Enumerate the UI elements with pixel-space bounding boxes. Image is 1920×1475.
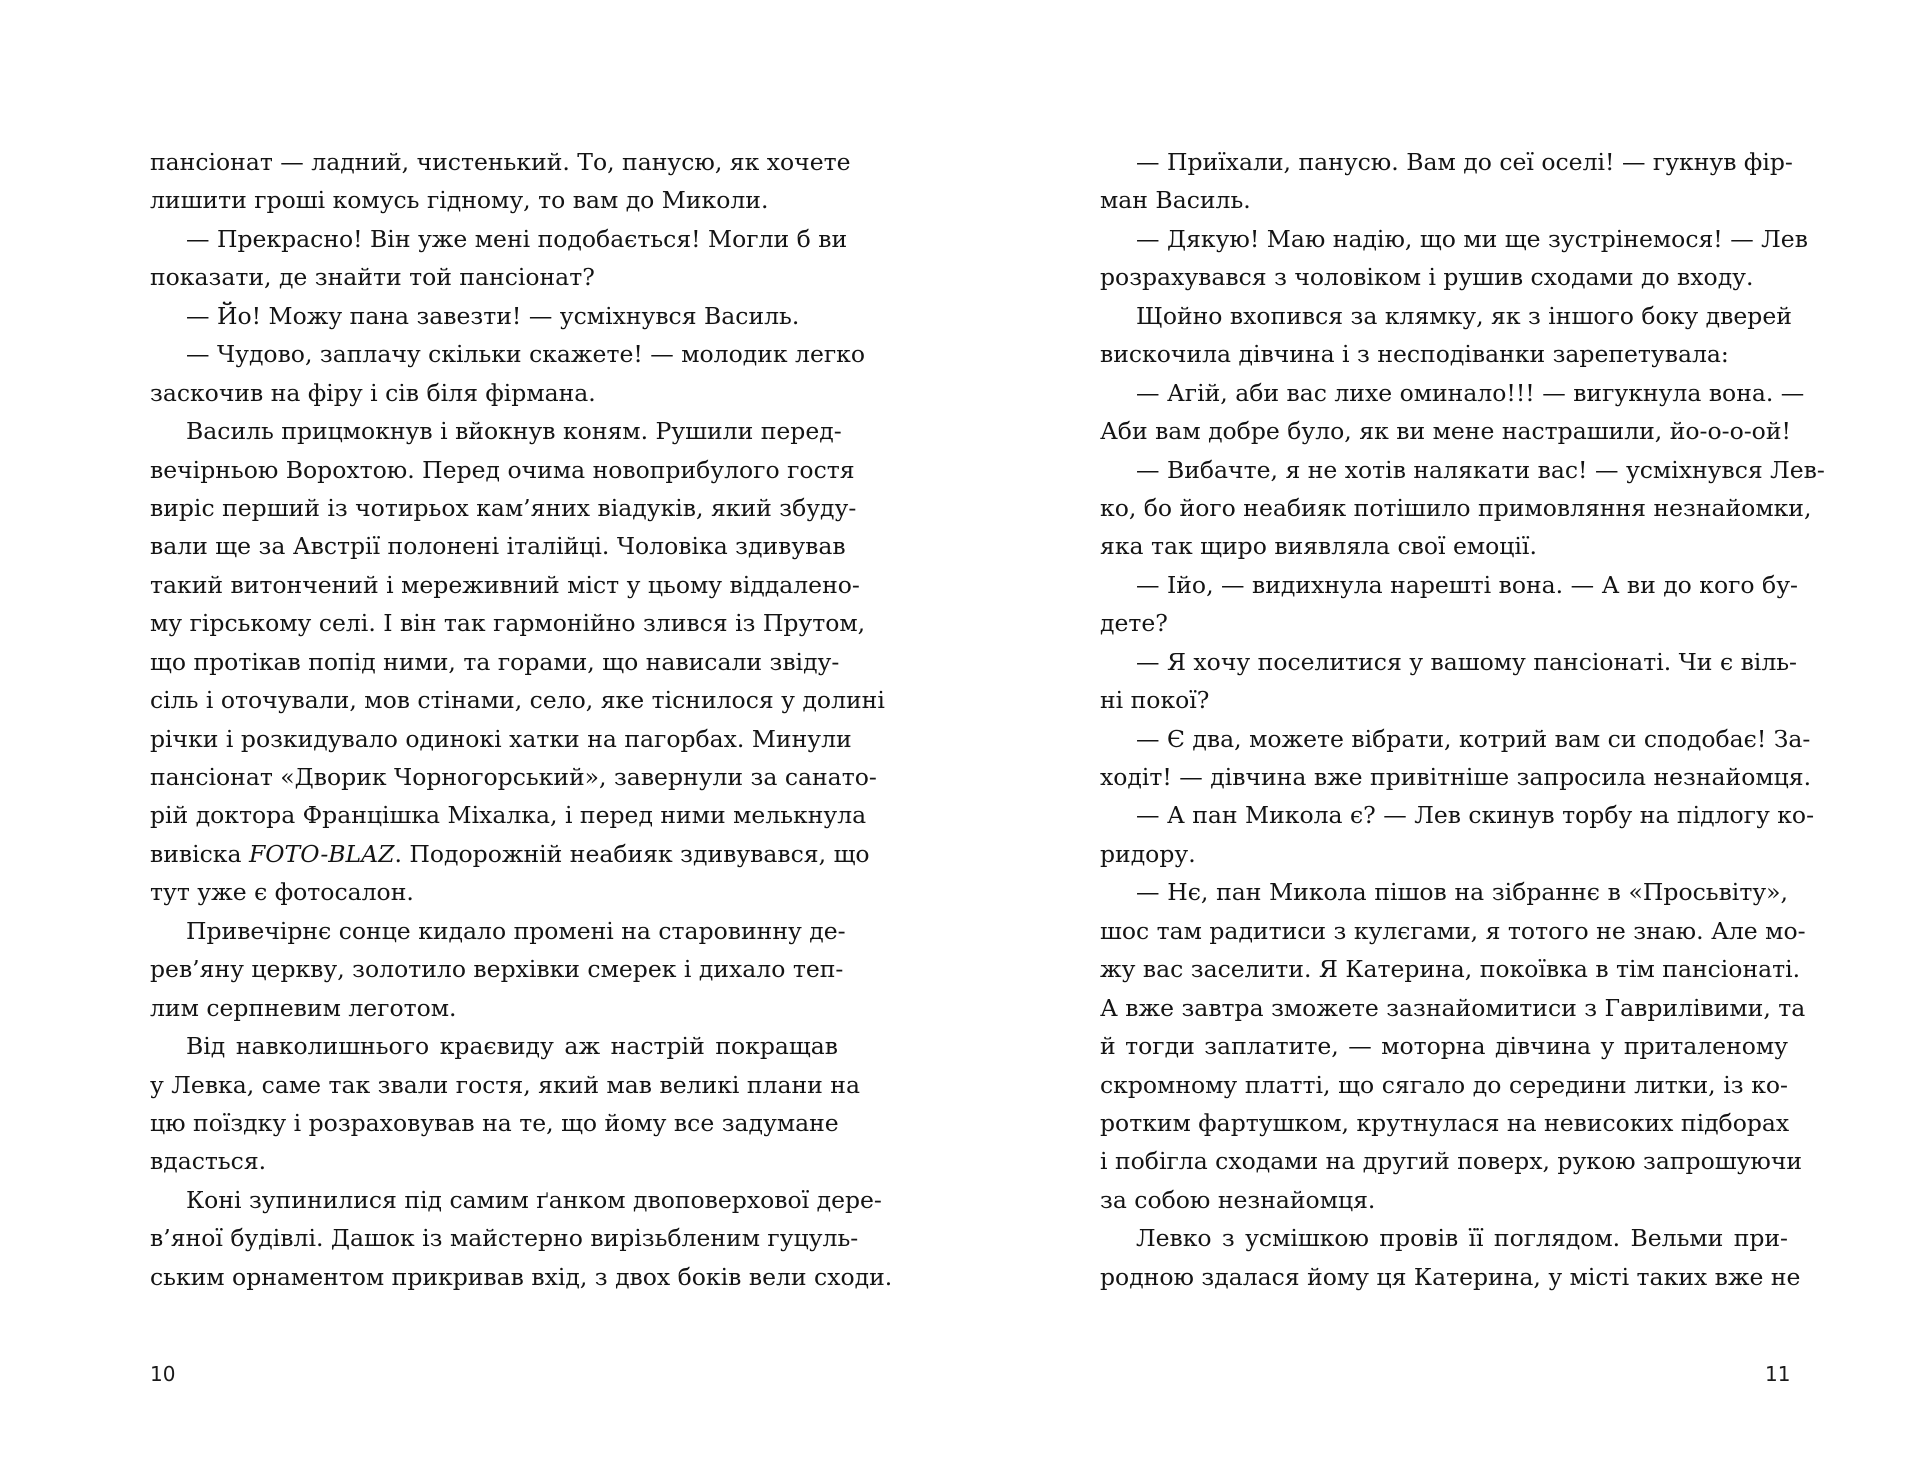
left-page-text xyxy=(150,143,893,1296)
text-line: — А пан Микола є? — Лев скинув торбу на підлогу ко- xyxy=(1136,801,1815,830)
text-line: вдасться. xyxy=(150,1147,267,1176)
text-line: — Йо! Можу пана завезти! — усміхнувся Василь. xyxy=(186,301,800,330)
text-line: пансіонат — ладний, чистенький. То, панусю, як хочете xyxy=(150,148,851,176)
text-line: вали ще за Австрії полонені італійці. Чоловіка здивував xyxy=(150,532,846,561)
text-line: — Чудово, заплачу скільки скажете! — молодик легко xyxy=(186,340,866,369)
text-line: — Прекрасно! Він уже мені подобається! Могли б ви xyxy=(186,224,848,253)
text-line: му гірському селі. І він так гармонійно злився із Прутом, xyxy=(150,609,866,638)
text-line: показати, де знайти той пансіонат? xyxy=(150,263,595,292)
text-line: рій доктора Францішка Міхалка, і перед ними мелькнула xyxy=(150,801,867,830)
text-line: ротким фартушком, крутнулася на невисоких підборах xyxy=(1100,1108,1790,1137)
text-line: шос там радитиси з кулєгами, я тотого не знаю. Але мо- xyxy=(1100,916,1806,945)
text-line: річки і розкидувало одинокі хатки на пагорбах. Минули xyxy=(150,724,852,753)
text-line: заскочив на фіру і сів біля фірмана. xyxy=(150,378,596,407)
text-line: вискочила дівчина і з несподіванки зарепетувала: xyxy=(1100,340,1729,369)
text-line: — Ійо, — видихнула нарешті вона. — А ви до кого бу- xyxy=(1136,570,1798,599)
right-page-number: 11 xyxy=(1765,1362,1791,1386)
text-line: — Є два, можете вібрати, котрий вам си сподобає! За- xyxy=(1136,724,1811,753)
text-line: родною здалася йому ця Катерина, у місті таких вже не xyxy=(1100,1262,1801,1291)
text-line: такий витончений і мереживний міст у цьому віддалено- xyxy=(150,570,860,599)
text-line: Левко з усмішкою провів її поглядом. Вельми при- xyxy=(1136,1224,1788,1253)
text-line: пансіонат «Дворик Чорногорський», завернули за санато- xyxy=(150,763,877,791)
text-line: рев’яну церкву, золотило верхівки смерек і дихало теп- xyxy=(150,955,844,984)
text-line: за собою незнайомця. xyxy=(1100,1185,1376,1214)
text-line: виріс перший із чотирьох кам’яних віадуків, який збуду- xyxy=(150,493,857,522)
text-line: Щойно вхопився за клямку, як з іншого боку дверей xyxy=(1136,301,1792,330)
text-line: — Приїхали, панусю. Вам до сеї оселі! — гукнув фір- xyxy=(1136,148,1793,176)
text-line: й тогди заплатите, — моторна дівчина у приталеному xyxy=(1100,1032,1788,1061)
text-line: Коні зупинилися під самим ґанком двоповерхової дере- xyxy=(186,1185,882,1214)
text-line: Василь прицмокнув і вйокнув коням. Рушили перед- xyxy=(186,417,842,446)
text-line: — Нє, пан Микола пішов на зібраннє в «Просьвіту», xyxy=(1136,878,1788,907)
text-line: у Левка, саме так звали гостя, який мав великі плани на xyxy=(150,1070,860,1099)
text-line: в’яної будівлі. Дашок із майстерно вирізьбленим гуцуль- xyxy=(150,1224,859,1253)
text-line: Аби вам добре було, як ви мене настрашили, йо-о-о-ой! xyxy=(1100,417,1791,446)
text-line: — Вибачте, я не хотів налякати вас! — усміхнувся Лев- xyxy=(1136,455,1825,484)
text-line: лим серпневим леготом. xyxy=(150,993,457,1022)
text-line: лишити гроші комусь гідному, то вам до Миколи. xyxy=(150,186,769,215)
text-line: вечірньою Ворохтою. Перед очима новоприбулого гостя xyxy=(150,455,855,484)
text-line: ським орнаментом прикривав вхід, з двох боків вели сходи. xyxy=(150,1262,893,1291)
sign-name: FOTO-BLAZ xyxy=(248,839,395,868)
text-line: і побігла сходами на другий поверх, рукою запрошуючи xyxy=(1100,1147,1803,1176)
text-line: Від навколишнього краєвиду аж настрій покращав xyxy=(186,1032,838,1061)
text-line: цю поїздку і розраховував на те, що йому все задумане xyxy=(150,1108,839,1137)
text-line: яка так щиро виявляла свої емоції. xyxy=(1100,532,1537,561)
text-line: дете? xyxy=(1100,609,1168,638)
text-line: ні покої? xyxy=(1100,686,1210,715)
text-line: — Дякую! Маю надію, що ми ще зустрінемося! — Лев xyxy=(1136,224,1808,253)
text-line: сіль і оточували, мов стінами, село, яке тіснилося у долині xyxy=(150,686,885,715)
right-page-text xyxy=(1100,143,1825,1296)
left-page-number: 10 xyxy=(150,1362,176,1386)
text-line: скромному платті, що сягало до середини литки, із ко- xyxy=(1100,1070,1788,1099)
text-line: ман Василь. xyxy=(1100,186,1251,215)
text-line: — Агій, аби вас лихе оминало!!! — вигукнула вона. — xyxy=(1136,378,1805,407)
text-line: ходіт! — дівчина вже привітніше запросила незнайомця. xyxy=(1100,763,1812,791)
text-line: вивіска FOTO-BLAZ. Подорожній неабияк здивувався, що xyxy=(150,839,870,868)
text-line: Привечірнє сонце кидало промені на старовинну де- xyxy=(186,916,846,945)
right-page xyxy=(960,0,1920,1475)
text-line: жу вас заселити. Я Катерина, покоївка в тім пансіонаті. xyxy=(1100,955,1801,984)
text-line: ридору. xyxy=(1100,839,1196,868)
text-line: тут уже є фотосалон. xyxy=(150,878,414,907)
text-line: А вже завтра зможете зазнайомитиси з Гаврилівими, та xyxy=(1100,993,1806,1022)
text-line: розрахувався з чоловіком і рушив сходами до входу. xyxy=(1100,263,1754,292)
text-line: ко, бо його неабияк потішило примовляння незнайомки, xyxy=(1100,493,1812,522)
text-line: що протікав попід ними, та горами, що нависали звіду- xyxy=(150,647,840,676)
text-line: — Я хочу поселитися у вашому пансіонаті. Чи є віль- xyxy=(1136,647,1797,676)
